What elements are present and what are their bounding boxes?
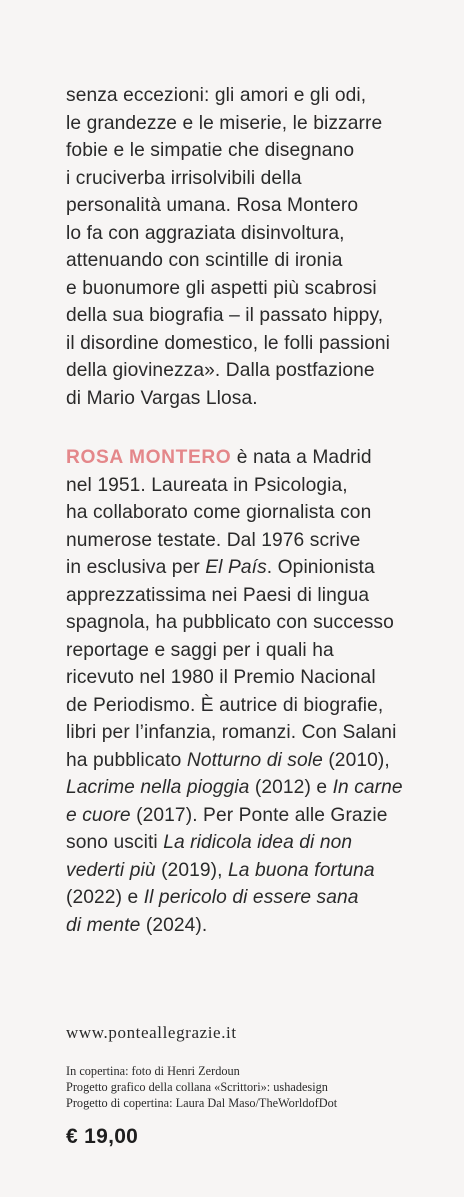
book-title: vederti più (66, 859, 156, 881)
author-name: ROSA MONTERO (66, 447, 232, 468)
blurb-line: fobie e le simpatie che disegnano (66, 140, 355, 161)
book-title: di mente (66, 914, 141, 936)
blurb-line: il disordine domestico, le folli passioni (66, 332, 391, 354)
book-title: La ridicola idea di non (163, 832, 353, 853)
bio-line (66, 444, 446, 472)
bio-line: nel 1951. Laureata in Psicologia, (66, 474, 348, 496)
blurb-line: della sua biografia – il passato hippy, (66, 305, 384, 326)
book-title: La buona fortuna (228, 859, 375, 881)
book-title: Lacrime nella pioggia (66, 777, 250, 798)
bio-text: sono usciti (66, 832, 164, 853)
price-label: € 19,00 (66, 1125, 139, 1148)
bio-line (66, 774, 446, 802)
bio-text: in esclusiva per (66, 557, 206, 578)
bio-text: ha pubblicato (66, 749, 187, 771)
bio-line (66, 912, 446, 940)
blurb-line: di Mario Vargas Llosa. (66, 387, 258, 409)
book-title: Notturno di sole (186, 749, 323, 771)
blurb-line: attenuando con scintille di ironia (66, 250, 343, 271)
bio-line: ricevuto nel 1980 il Premio Nacional (66, 667, 376, 688)
bio-text: (2022) e (66, 887, 144, 908)
bio-line: ha collaborato come giornalista con (66, 502, 372, 523)
bio-line (66, 857, 446, 885)
bio-line: spagnola, ha pubblicato con successo (66, 612, 394, 633)
blurb-line: della giovinezza». Dalla postfazione (66, 360, 375, 381)
bio-line (66, 747, 446, 775)
bio-text: (2017). Per Ponte alle Grazie (130, 804, 388, 826)
bio-line: numerose testate. Dal 1976 scrive (66, 529, 361, 551)
bio-text: (2012) e (249, 777, 333, 798)
author-bio-paragraph (66, 444, 446, 939)
bio-text: (2010), (322, 749, 390, 771)
blurb-line: senza eccezioni: gli amori e gli odi, (66, 85, 367, 106)
blurb-line: le grandezze e le miserie, le bizzarre (66, 112, 383, 134)
newspaper-title: El País (205, 557, 267, 578)
book-title: In carne (332, 777, 403, 798)
bio-line (66, 802, 446, 830)
bio-text: (2019), (155, 859, 228, 881)
blurb-paragraph (66, 82, 446, 412)
bio-text: (2024). (140, 914, 208, 936)
cover-credits (66, 1063, 337, 1111)
credit-line: In copertina: foto di Henri Zerdoun (66, 1064, 240, 1078)
publisher-website: www.ponteallegrazie.it (66, 1023, 237, 1042)
bio-text: è nata a Madrid (231, 447, 372, 468)
blurb-line: lo fa con aggraziata disinvoltura, (66, 222, 345, 244)
book-title: e cuore (66, 804, 131, 826)
credit-line: Progetto di copertina: Laura Dal Maso/TheWorldofDot (66, 1096, 338, 1110)
bio-line (66, 884, 446, 912)
bio-line: libri per l’infanzia, romanzi. Con Salani (66, 722, 397, 743)
blurb-line: i cruciverba irrisolvibili della (66, 167, 302, 189)
blurb-line: e buonumore gli aspetti più scabrosi (66, 277, 377, 299)
credit-line: Progetto grafico della collana «Scrittori»: ushadesign (66, 1080, 328, 1094)
bio-line (66, 829, 446, 857)
bio-line: de Periodismo. È autrice di biografie, (66, 694, 384, 716)
blurb-line: personalità umana. Rosa Montero (66, 195, 359, 216)
bio-line (66, 554, 446, 582)
book-title: Il pericolo di essere sana (143, 887, 359, 908)
bio-line: apprezzatissima nei Paesi di lingua (66, 584, 370, 606)
bio-text: . Opinionista (266, 557, 375, 578)
bio-line: reportage e saggi per i quali ha (66, 639, 334, 661)
